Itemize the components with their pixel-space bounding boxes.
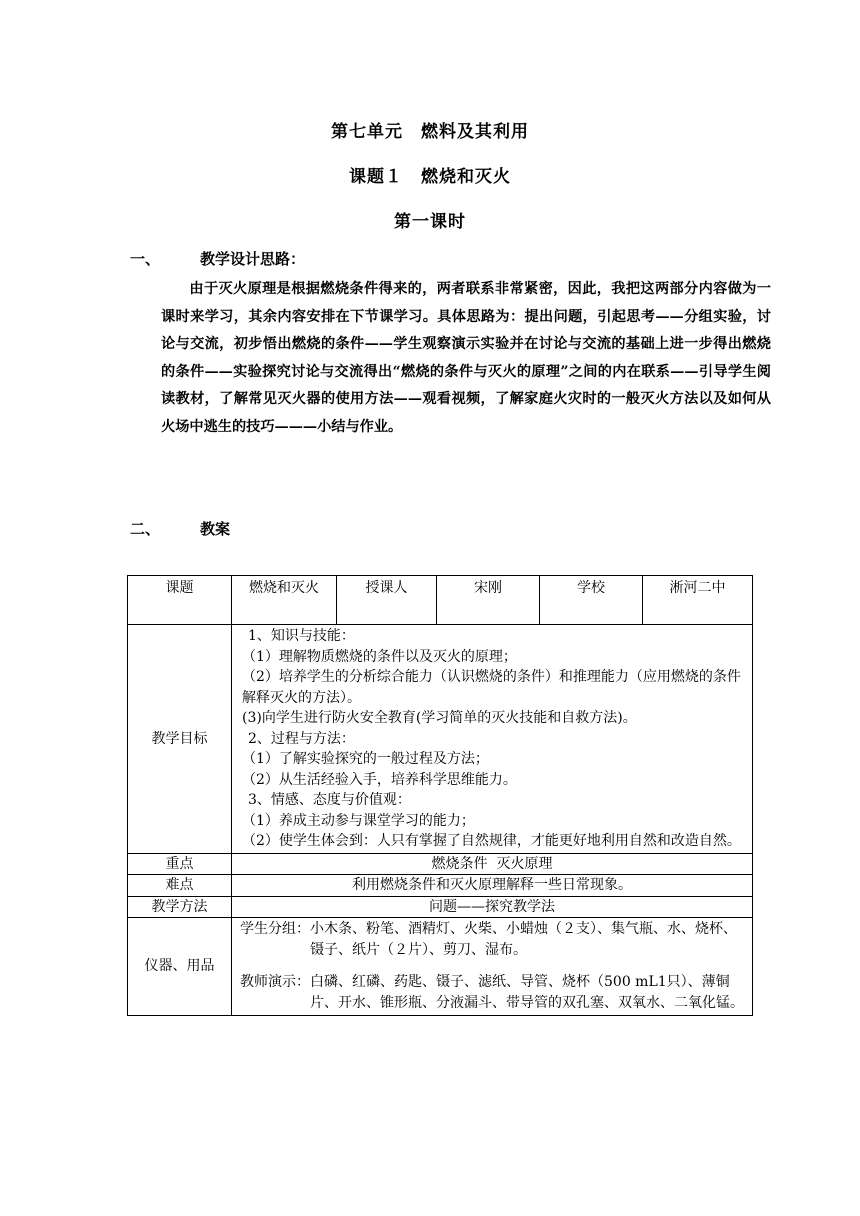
table-row-key-point [128,853,753,875]
table-row-topic [128,576,753,625]
teacher-label: 授课人 [337,576,437,625]
table-row-difficulty [128,875,753,897]
teacher-equipment-label: 教师演示： [240,974,310,990]
section-1-number: 一、 [130,250,161,268]
teacher-equipment-text: 白磷、红磷、药匙、镊子、滤纸、导管、烧杯（500 mL1只）、薄铜片、开水、锥形瓶、分液漏斗、带导管的双孔塞、双氧水、二氧化锰。 [310,974,744,1011]
objective-line: （2）培养学生的分析综合能力（认识燃烧的条件）和推理能力（应用燃烧的条件解释灭火的方法）。 [242,669,741,706]
objective-line: （1）了解实验探究的一般过程及方法； [242,751,489,767]
table-row-objectives [128,625,753,854]
objective-line: （1）理解物质燃烧的条件以及灭火的原理； [242,648,517,665]
teacher-value: 宋刚 [437,576,540,625]
student-equipment [240,919,748,960]
key-point-label: 重点 [128,853,232,875]
design-idea-paragraph: 由于灭火原理是根据燃烧条件得来的，两者联系非常紧密，因此，我把这两部分内容做为一课时来学习，其余内容安排在下节课学习。具体思路为：提出问题，引起思考——分组实验，讨论与交流，初步悟出燃烧的条件——学生观察演示实验并在讨论与交流的基础上进一步得出燃烧的条件——实验探究讨论与交流得出“燃烧的条件与灭火的原理”之间的内在联系——引导学生阅读教材，了解常见灭火器的使用方法——观看视频，了解家庭火灾时的一般灭火方法以及如何从火场中逃生的技巧———小结与作业。 [161,281,771,435]
school-value: 淅河二中 [643,576,753,625]
student-equipment-label: 学生分组： [240,921,310,937]
section-2-heading [130,518,230,539]
topic-value: 燃烧和灭火 [232,576,337,625]
section-2-title: 教案 [200,520,231,538]
objective-line: 1、知识与技能： [248,628,355,644]
objective-line: 2、过程与方法： [248,730,355,747]
section-2-number: 二、 [130,520,161,538]
table-row-method [128,896,753,918]
section-1-heading [130,248,305,269]
objective-line: （2）使学生体会到：人只有掌握了自然规律，才能更好地利用自然和改造自然。 [242,833,741,849]
teacher-equipment [240,972,748,1013]
topic-label: 课题 [128,576,232,625]
difficulty-value: 利用燃烧条件和灭火原理解释一些日常现象。 [232,875,753,897]
objective-line: （1）养成主动参与课堂学习的能力； [242,812,475,829]
school-label: 学校 [540,576,643,625]
lesson-plan-table [127,575,753,1016]
equipment-content [232,918,753,1016]
objectives-content [232,625,753,854]
table-row-equipment [128,918,753,1016]
method-label: 教学方法 [128,896,232,918]
section-1-title: 教学设计思路： [200,250,306,268]
student-equipment-text: 小木条、粉笔、酒精灯、火柴、小蜡烛（２支）、集气瓶、水、烧杯、镊子、纸片（２片）、剪刀、湿布。 [310,921,737,958]
objectives-label: 教学目标 [128,625,232,854]
key-point-value: 燃烧条件 灭火原理 [232,853,753,875]
unit-title: 第七单元 燃料及其利用 [331,122,529,142]
objective-line: 3、情感、态度与价值观： [248,792,411,808]
difficulty-label: 难点 [128,875,232,897]
objective-line: （2）从生活经验入手，培养科学思维能力。 [242,771,517,788]
lesson-title: 课题１ 燃烧和灭火 [349,167,511,187]
period-title: 第一课时 [394,212,466,232]
method-value: 问题——探究教学法 [232,896,753,918]
equipment-label: 仪器、用品 [128,918,232,1016]
objective-line: (3)向学生进行防火安全教育(学习简单的灭火技能和自救方法)。 [242,710,637,726]
